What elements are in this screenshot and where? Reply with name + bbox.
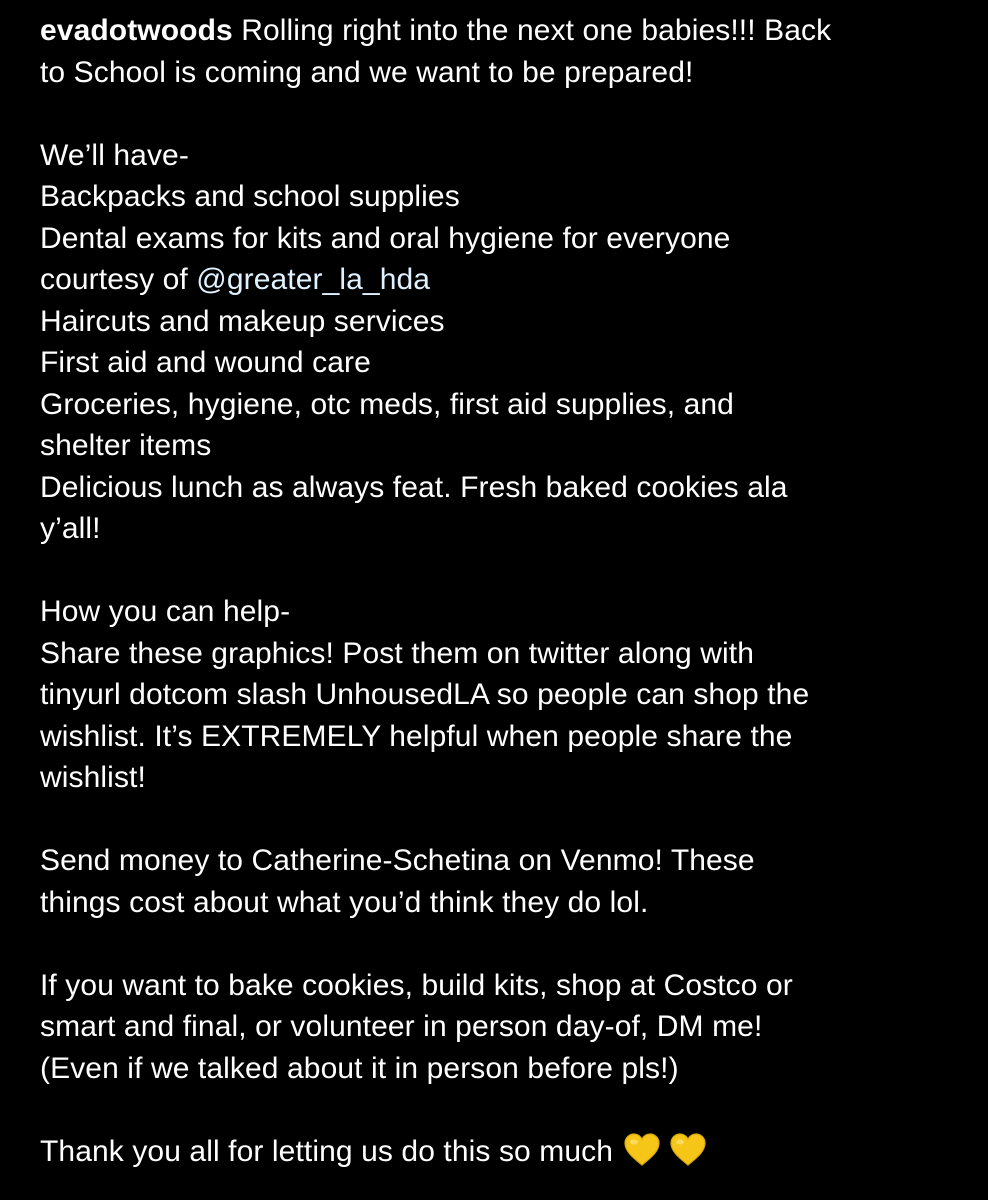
list-item: Backpacks and school supplies [40,180,460,213]
caption-text: If you want to bake cookies, build kits, shop at Costco or [40,968,793,1002]
thanks-line [40,1131,960,1180]
mention-link[interactable]: @greater_la_hda [196,263,431,296]
caption-text: courtesy of [40,263,197,296]
paragraph-gap [40,550,960,592]
caption-text: tinyurl dotcom slash UnhousedLA so people can shop the [40,678,810,711]
list-item-continued: shelter items [40,429,212,462]
caption-text: wishlist. It’s EXTREMELY helpful when people share the [40,719,793,753]
caption-text: Share these graphics! Post them on twitter along with [40,636,755,670]
paragraph-gap [40,93,960,135]
caption-text: to School is coming and we want to be prepared! [40,55,694,89]
caption-text: wishlist! [40,761,146,794]
section-heading: We’ll have- [40,138,189,172]
list-item: Haircuts and makeup services [40,304,445,338]
caption-text: things cost about what you’d think they do lol. [40,885,649,919]
yellow-heart-icon [623,1132,661,1168]
paragraph-gap [40,1089,960,1131]
yellow-heart-icon [669,1132,707,1168]
section-heading: How you can help- [40,595,291,628]
paragraph-gap [40,923,960,965]
emoji-group [623,1132,715,1180]
caption-line [40,10,960,52]
caption-text: Send money to Catherine-Schetina on Venmo! These [40,844,755,877]
list-item: Dental exams for kits and oral hygiene for everyone [40,221,731,255]
paragraph-gap [40,799,960,841]
list-item-continued: y’all! [40,512,101,545]
caption-text: (Even if we talked about it in person before pls!) [40,1051,679,1085]
list-item-continued [40,259,960,301]
list-item: Delicious lunch as always feat. Fresh baked cookies ala [40,470,788,504]
list-item: Groceries, hygiene, otc meds, first aid supplies, and [40,387,734,421]
post-caption [40,10,960,1179]
username-link[interactable]: evadotwoods [40,14,233,47]
caption-text: Thank you all for letting us do this so much [40,1134,614,1168]
list-item: First aid and wound care [40,346,371,379]
caption-text: smart and final, or volunteer in person day-of, DM me! [40,1010,763,1043]
caption-text: Rolling right into the next one babies!!! Back [232,14,832,47]
